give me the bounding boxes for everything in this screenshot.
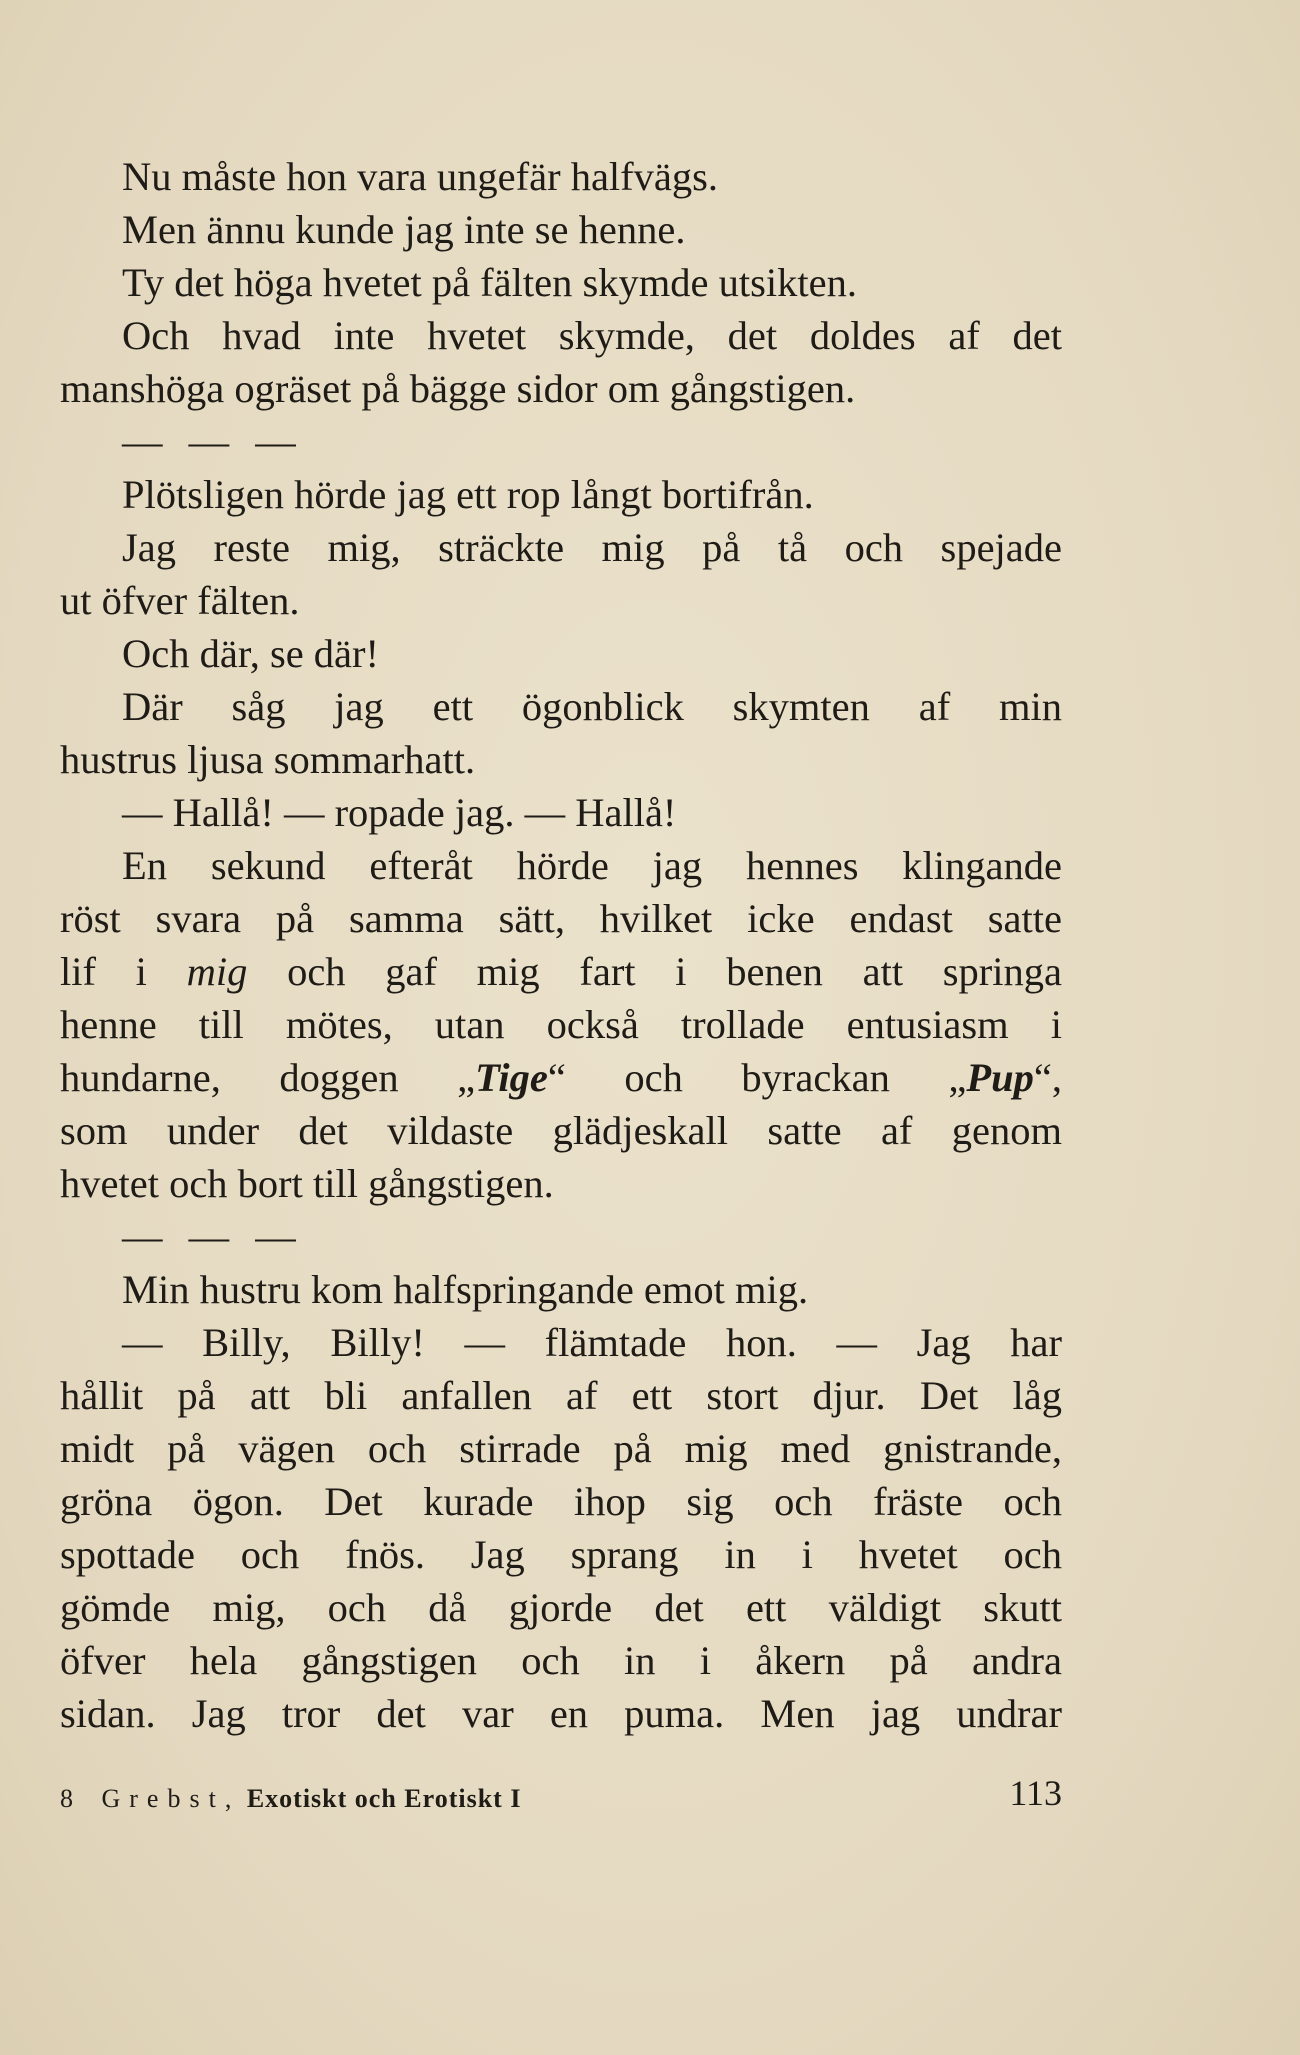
text-line: röst svara på samma sätt, hvilket icke endast satte: [60, 896, 1062, 941]
text-line: hållit på att bli anfallen af ett stort djur. Det låg: [60, 1373, 1062, 1418]
text-line: ut öfver fälten.: [60, 578, 300, 623]
text-line: henne till mötes, utan också trollade entusiasm i: [60, 1002, 1062, 1047]
text-line: Ty det höga hvetet på fälten skymde utsikten.: [122, 260, 857, 305]
text-line: En sekund efteråt hörde jag hennes klingande: [122, 843, 1062, 888]
text-line: spottade och fnös. Jag sprang in i hvetet och: [60, 1532, 1062, 1577]
text-line: lif i mig och gaf mig fart i benen att springa: [60, 949, 1062, 994]
text-line: Och hvad inte hvetet skymde, det doldes af det: [122, 313, 1062, 358]
text-line: midt på vägen och stirrade på mig med gnistrande,: [60, 1426, 1062, 1471]
text-line: Där såg jag ett ögonblick skymten af min: [122, 684, 1062, 729]
text-line: — Hallå! — ropade jag. — Hallå!: [122, 790, 677, 835]
signature-number: 8: [60, 1784, 73, 1813]
text-line: hustrus ljusa sommarhatt.: [60, 737, 476, 782]
text-line: gömde mig, och då gjorde det ett väldigt skutt: [60, 1585, 1062, 1630]
text-line: gröna ögon. Det kurade ihop sig och fräste och: [60, 1479, 1062, 1524]
text-line: som under det vildaste glädjeskall satte af genom: [60, 1108, 1062, 1153]
author-name: Grebst,: [101, 1784, 241, 1813]
text-line: sidan. Jag tror det var en puma. Men jag undrar: [60, 1691, 1062, 1736]
text-line: Men ännu kunde jag inte se henne.: [122, 207, 686, 252]
text-line: hundarne, doggen „Tige“ och byrackan „Pup“,: [60, 1055, 1063, 1100]
text-line: Nu måste hon vara ungefär halfvägs.: [122, 154, 719, 199]
body-text: [60, 150, 1062, 1740]
text-line: hvetet och bort till gångstigen.: [60, 1161, 554, 1206]
text-line: manshöga ogräset på bägge sidor om gångstigen.: [60, 366, 856, 411]
section-break: — — —: [122, 1214, 304, 1259]
book-title: Exotiskt och Erotiskt I: [246, 1784, 522, 1813]
section-break: — — —: [122, 419, 304, 464]
printer-signature: [60, 1784, 521, 1814]
page-number: 113: [1009, 1773, 1062, 1813]
page-footer: [60, 1772, 1062, 1822]
text-line: Plötsligen hörde jag ett rop långt bortifrån.: [122, 472, 814, 517]
text-line: Jag reste mig, sträckte mig på tå och spejade: [122, 525, 1062, 570]
text-line: — Billy, Billy! — flämtade hon. — Jag har: [122, 1320, 1062, 1365]
text-line: Min hustru kom halfspringande emot mig.: [122, 1267, 809, 1312]
text-line: Och där, se där!: [122, 631, 380, 676]
text-line: öfver hela gångstigen och in i åkern på andra: [60, 1638, 1062, 1683]
